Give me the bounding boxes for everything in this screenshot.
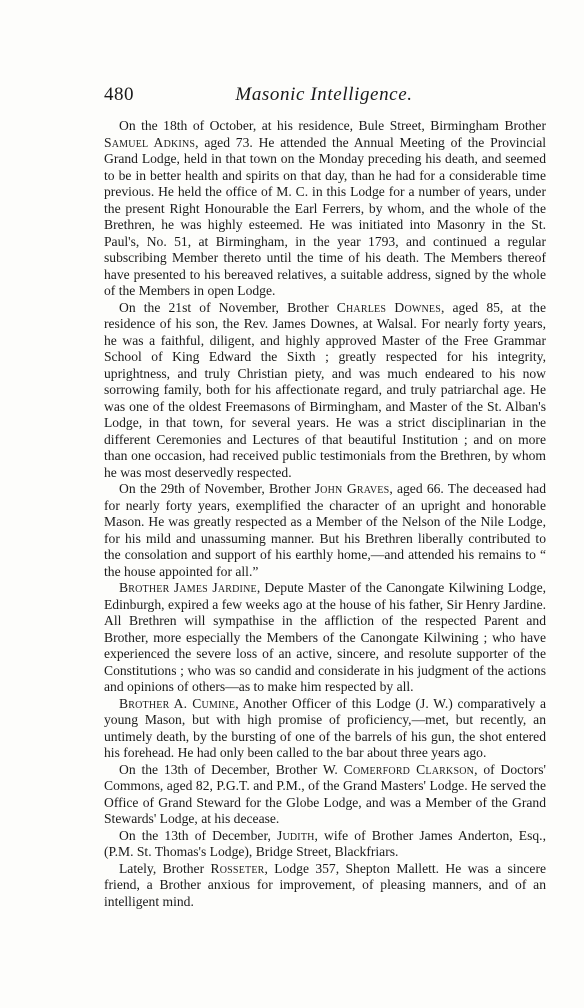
obituary-text <box>104 118 546 910</box>
running-title: Masonic Intelligence. <box>235 84 413 105</box>
page-number: 480 <box>104 84 134 105</box>
obituary-paragraph: Brother James Jardine, Depute Master of the Canongate Kilwining Lodge, Edinburgh, expired a few weeks ago at the house of his father, Sir Henry Jardine. All Brethren will sympathise in the affliction of the respected Parent and Brother, more especially the Members of the Canongate Kilwining ; who have experienced the severe loss of an active, sincere, and resolute supporter of the Constitutions ; who was so candid and considerate in his judgment of the actions and opinions of others—as to make him respected by all. <box>104 580 547 694</box>
obituary-paragraph: Lately, Brother Rosseter, Lodge 357, Shepton Mallett. He was a sincere friend, a Brother anxious for improvement, of pleasing manners, and of an intelligent mind. <box>104 860 546 909</box>
obituary-paragraph: On the 13th of December, Judith, wife of Brother James Anderton, Esq., (P.M. St. Thomas's Lodge), Bridge Street, Blackfriars. <box>104 827 546 859</box>
obituary-paragraph: On the 18th of October, at his residence, Bule Street, Birmingham Brother Samuel Adkins, aged 73. He attended the Annual Meeting of the Provincial Grand Lodge, held in that town on the Monday preceding his death, and seemed to be in better health and spirits on that day, than he had for a considerable time previous. He held the office of M. C. in this Lodge for a number of years, under the present Right Honourable the Earl Ferrers, by whom, and the whole of the Brethren, he was highly esteemed. He was initiated into Masonry in the St. Paul's, No. 51, at Birmingham, in the year 1793, and continued a regular subscribing Member thereto until the time of his death. The Members thereof have presented to his bereaved relatives, a suitable address, signed by the whole of the Members in open Lodge. <box>104 118 547 298</box>
obituary-paragraph: Brother A. Cumine, Another Officer of this Lodge (J. W.) comparatively a young Mason, but with high promise of proficiency,—met, but recently, an untimely death, by the bursting of one of the barrels of his gun, the shot entered his forehead. He had only been called to the bar about three years ago. <box>104 695 546 760</box>
obituary-paragraph: On the 13th of December, Brother W. Comerford Clarkson, of Doctors' Commons, aged 82, P.G.T. and P.M., of the Grand Masters' Lodge. He served the Office of Grand Steward for the Globe Lodge, and was a Member of the Grand Stewards' Lodge, at his decease. <box>104 761 546 826</box>
obituary-paragraph: On the 21st of November, Brother Charles Downes, aged 85, at the residence of his son, the Rev. James Downes, at Walsal. For nearly forty years, he was a faithful, diligent, and highly approved Master of the Free Grammar School of King Edward the Sixth ; greatly respected for his integrity, uprightness, and truly Christian piety, and was much endeared to his now sorrowing family, both for his affectionate regard, and truly patriarchal age. He was one of the oldest Freemasons of Birmingham, and Master of the St. Alban's Lodge, in that town, for several years. He was a strict disciplinarian in the different Ceremonies and Lectures of that beautiful Institution ; and on more than one occasion, had received public testimonials from the Brethren, by whom he was most deservedly respected. <box>104 299 546 480</box>
obituary-paragraph: On the 29th of November, Brother John Graves, aged 66. The deceased had for nearly forty years, exemplified the character of an upright and honorable Mason. He was greatly respected as a Member of the Nelson of the Nile Lodge, for his mild and unassuming manner. But his Brethren liberally contributed to the consolation and support of his earthly home,—and attended his remains to “ the house appointed for all.” <box>104 481 546 579</box>
page-header <box>104 84 544 108</box>
